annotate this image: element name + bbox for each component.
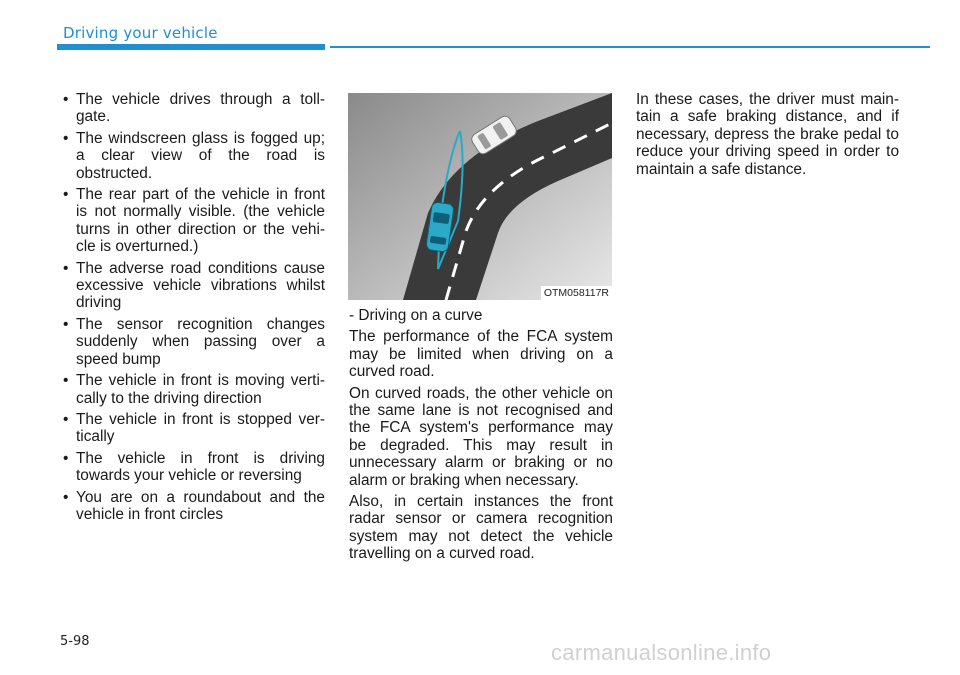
list-item: • The vehicle drives through a toll-gate. (63, 91, 325, 126)
right-column (636, 91, 899, 182)
list-item: • The adverse road conditions cause excessive vehicle vibrations whilst driving (63, 259, 325, 312)
figure-code: OTM058117R (541, 286, 612, 300)
bullet-icon: • (63, 410, 69, 428)
left-column (60, 91, 325, 527)
paragraph: The performance of the FCA system may be limited when driving on a curved road. (349, 328, 613, 381)
list-item: • The sensor recognition changes suddenly when passing over a speed bump (63, 315, 325, 368)
bullet-icon: • (63, 449, 69, 467)
header-rule-thick (57, 44, 325, 50)
subheading: - Driving on a curve (349, 307, 483, 324)
bullet-icon: • (63, 488, 69, 506)
section-title: Driving your vehicle (63, 24, 218, 42)
bullet-icon: • (63, 259, 69, 277)
bullet-icon: • (63, 91, 69, 108)
curve-illustration (348, 93, 612, 300)
middle-column (349, 307, 613, 567)
curved-road-diagram (348, 93, 612, 300)
list-item: • The rear part of the vehicle in front is not normally visible. (the vehicle turns in other direction or the vehi-cle is overturned.) (63, 186, 325, 256)
list-item: • The vehicle in front is moving verti-cally to the driving direction (63, 372, 325, 407)
paragraph: On curved roads, the other vehicle on the same lane is not recognised and the FCA system's performance may be degraded. This may result in unnecessary alarm or braking or no alarm or braking when necessary. (349, 384, 613, 489)
bullet-icon: • (63, 315, 69, 333)
list-item: • The windscreen glass is fogged up; a clear view of the road is obstructed. (63, 129, 325, 182)
bullet-list (60, 91, 325, 523)
bullet-icon: • (63, 372, 69, 390)
list-item: • The vehicle in front is stopped ver-tically (63, 410, 325, 446)
list-item: • The vehicle in front is driving towards your vehicle or reversing (63, 449, 325, 485)
header-rule-thin (330, 46, 930, 48)
page-number: 5-98 (60, 634, 90, 649)
paragraph: Also, in certain instances the front radar sensor or camera recognition system may not detect the vehicle travelling on a curved road. (349, 493, 613, 563)
list-item: • You are on a roundabout and the vehicle in front circles (63, 488, 325, 523)
paragraph: In these cases, the driver must main-tain a safe braking distance, and if necessary, depress the brake pedal to reduce your driving speed in order to maintain a safe distance. (636, 91, 899, 178)
bullet-icon: • (63, 186, 69, 204)
bullet-icon: • (63, 129, 69, 147)
watermark: carmanualsonline.info (551, 640, 772, 665)
